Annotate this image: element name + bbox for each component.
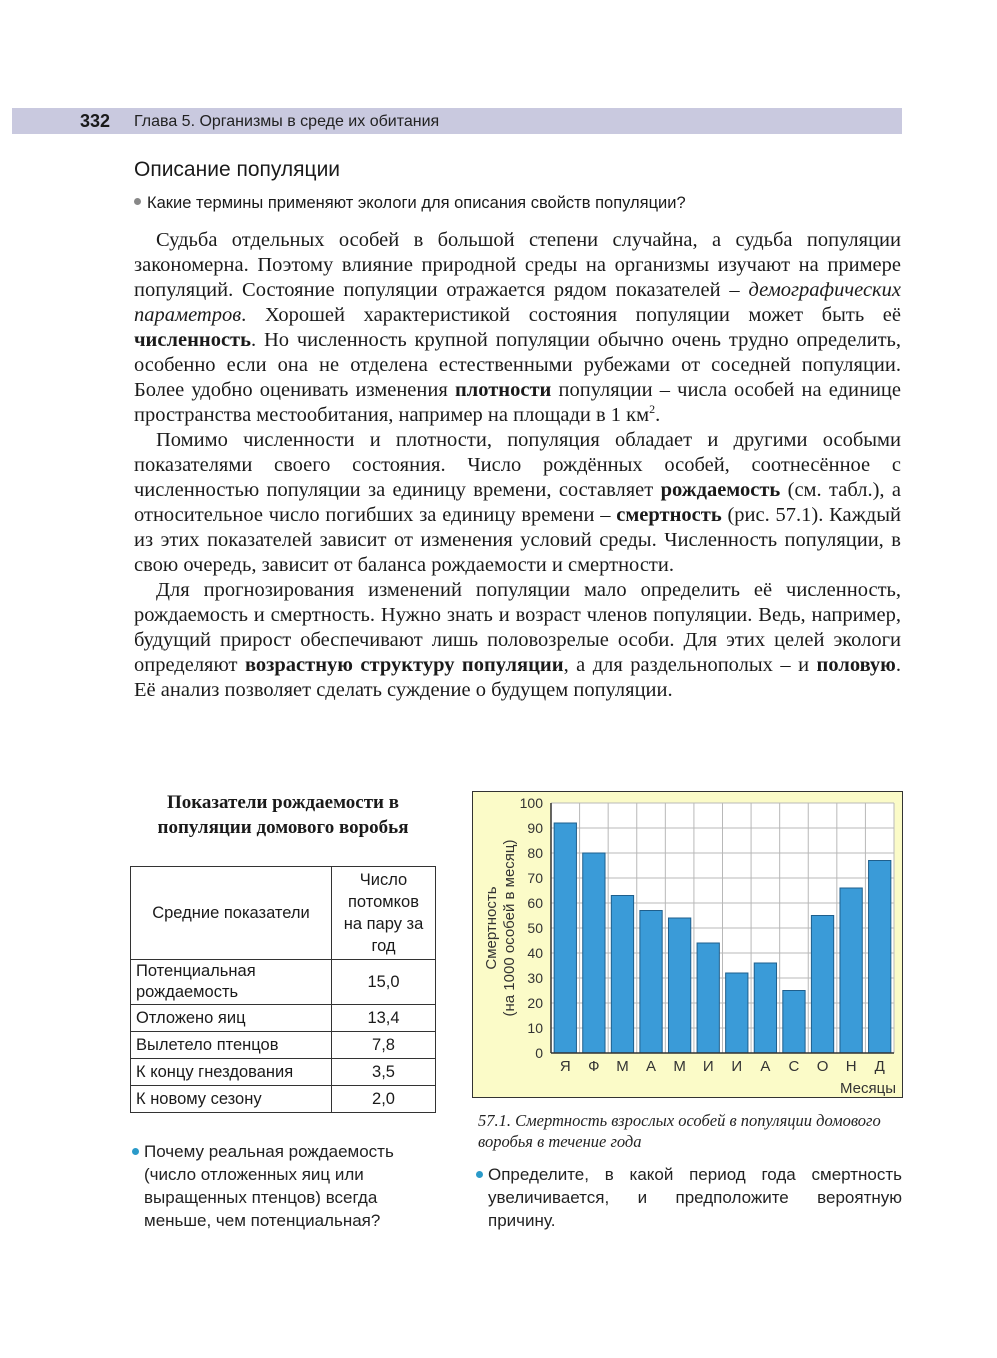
row-value: 3,5 <box>332 1059 436 1086</box>
y-tick-label: 50 <box>527 920 543 936</box>
table-header-indicators: Средние показатели <box>131 867 332 960</box>
bar <box>640 911 662 1054</box>
y-tick-label: 10 <box>527 1020 543 1036</box>
p3-text-a: Для прогнозирования изменений популяции мало определить её численность, рождаемость и смертность. Нужно знать и возраст членов популяции. Ведь, например, будущий прирост обеспечивают лишь половозрелые особи. Для этих целей экологи определяют <box>134 579 901 676</box>
bar <box>668 918 690 1053</box>
x-tick-label: Н <box>845 1058 857 1075</box>
p1-text-c: . Хорошей характеристикой состояния популяции может быть её <box>241 304 901 326</box>
x-tick-label: И <box>731 1058 743 1075</box>
bullet-text: Почему реальная рождаемость (число отложенных яиц или выращенных птенцов) всегда меньше, чем потенциальная? <box>144 1142 394 1230</box>
table-row <box>131 1005 436 1032</box>
table-row <box>131 960 436 1005</box>
bullet-dot-icon <box>132 1148 139 1155</box>
table-row <box>131 1032 436 1059</box>
y-tick-label: 70 <box>527 870 543 886</box>
term-age-structure: возрастную структуру популяции <box>244 654 564 676</box>
x-tick-label: М <box>673 1058 686 1075</box>
term-demographic-params: демографических параметров <box>134 279 901 326</box>
paragraph-3 <box>134 578 901 703</box>
y-tick-label: 60 <box>527 895 543 911</box>
p1-text-a: Судьба отдельных особей в большой степени случайна, а судьба популяции закономерна. Поэтому влияние природной среды на организмы изучают на примере популяций. Состояние популяции отражается рядом показателей – <box>134 229 901 301</box>
bar <box>754 963 776 1053</box>
p2-text-c: (см. табл.), а относительное число погибших за единицу времени – <box>134 479 902 526</box>
y-tick-label: 80 <box>527 845 543 861</box>
term-sex-structure: половую <box>816 654 896 676</box>
bar <box>869 861 891 1054</box>
y-axis-label-line2: (на 1000 особей в месяц) <box>501 839 518 1017</box>
birth-rate-table <box>130 866 436 1113</box>
bar <box>783 991 805 1054</box>
x-tick-label: Д <box>874 1058 885 1075</box>
bar <box>611 896 633 1054</box>
bar <box>726 973 748 1053</box>
x-tick-label: Я <box>559 1058 571 1075</box>
table-row <box>131 1086 436 1113</box>
x-tick-label: А <box>646 1058 657 1075</box>
p2-text-a: Помимо численности и плотности, популяция обладает и другими особыми показателями своего состояния. Число рождённых особей, соотнесённое с численностью популяции за единицу времени, составляет <box>134 429 901 501</box>
row-label: К новому сезону <box>131 1086 332 1113</box>
table-title: Показатели рождаемости в популяции домового воробья <box>157 792 409 838</box>
page-number: 332 <box>80 111 111 131</box>
p1-text-g: популяции – числа особей на единице пространства местообитания, например на площади в 1 км <box>134 379 901 426</box>
bar <box>697 943 719 1053</box>
bar <box>554 823 576 1053</box>
section-question <box>134 194 686 213</box>
p1-text-e: . Но численность крупной популяции обычно очень трудно определить, особенно если она не отделена естественными рубежами от соседней популяции. Более удобно оценивать изменения <box>134 329 901 401</box>
p1-superscript: 2 <box>649 402 656 417</box>
question-bullet-birth-rate <box>144 1140 434 1232</box>
row-label: Потенциальная рождаемость <box>131 960 332 1005</box>
bullet-text: Определите, в какой период года смертность увеличивается, и предположите вероятную причину. <box>488 1165 902 1230</box>
y-tick-label: 90 <box>527 820 543 836</box>
x-tick-label: О <box>816 1058 829 1075</box>
y-tick-label: 100 <box>519 795 543 811</box>
question-text: Какие термины применяют экологи для описания свойств популяции? <box>147 194 686 212</box>
x-tick-label: И <box>702 1058 714 1075</box>
bar <box>811 916 833 1054</box>
x-tick-label: М <box>616 1058 629 1075</box>
row-value: 13,4 <box>332 1005 436 1032</box>
term-numbers: численность <box>134 329 251 351</box>
row-label: Вылетело птенцов <box>131 1032 332 1059</box>
p2-text-e: (рис. 57.1). Каждый из этих показателей зависит от изменения условий среды. Численность популяции, в свою очередь, зависит от баланса рождаемости и смертности. <box>134 504 901 576</box>
p1-text-i: . <box>655 404 661 426</box>
row-label: К концу гнездования <box>131 1059 332 1086</box>
y-tick-label: 40 <box>527 945 543 961</box>
paragraph-1 <box>134 228 901 428</box>
bullet-dot-icon <box>476 1171 483 1178</box>
figure-caption: 57.1. Смертность взрослых особей в популяции домового воробья в течение года <box>478 1111 881 1151</box>
x-tick-label: С <box>788 1058 800 1075</box>
section-title: Описание популяции <box>134 158 341 181</box>
row-value: 7,8 <box>332 1032 436 1059</box>
mortality-chart-svg <box>473 792 902 1097</box>
body-text <box>134 228 901 703</box>
p3-text-c: , а для раздельнополых – и <box>563 654 817 676</box>
y-tick-label: 30 <box>527 970 543 986</box>
x-tick-label: Ф <box>588 1058 600 1075</box>
row-label: Отложено яиц <box>131 1005 332 1032</box>
y-tick-label: 20 <box>527 995 543 1011</box>
table-header-offspring: Число потомков на пару за год <box>332 867 436 960</box>
term-birth-rate: рождаемость <box>660 479 781 501</box>
question-bullet-mortality <box>488 1163 902 1232</box>
paragraph-2 <box>134 428 901 578</box>
bullet-dot-icon <box>134 198 141 205</box>
table-header-row <box>131 867 436 960</box>
term-density: плотности <box>454 379 552 401</box>
row-value: 15,0 <box>332 960 436 1005</box>
mortality-chart <box>472 791 903 1098</box>
table-row <box>131 1059 436 1086</box>
x-axis-label: Месяцы <box>839 1080 896 1097</box>
y-tick-label: 0 <box>535 1045 543 1061</box>
x-tick-label: А <box>760 1058 771 1075</box>
y-axis-label-line1: Смертность <box>483 886 500 970</box>
bar <box>840 888 862 1053</box>
p3-text-e: . Её анализ позволяет сделать суждение о будущем популяции. <box>134 654 901 701</box>
row-value: 2,0 <box>332 1086 436 1113</box>
bar <box>583 853 605 1053</box>
chapter-title: Глава 5. Организмы в среде их обитания <box>134 113 440 130</box>
term-mortality: смертность <box>616 504 722 526</box>
